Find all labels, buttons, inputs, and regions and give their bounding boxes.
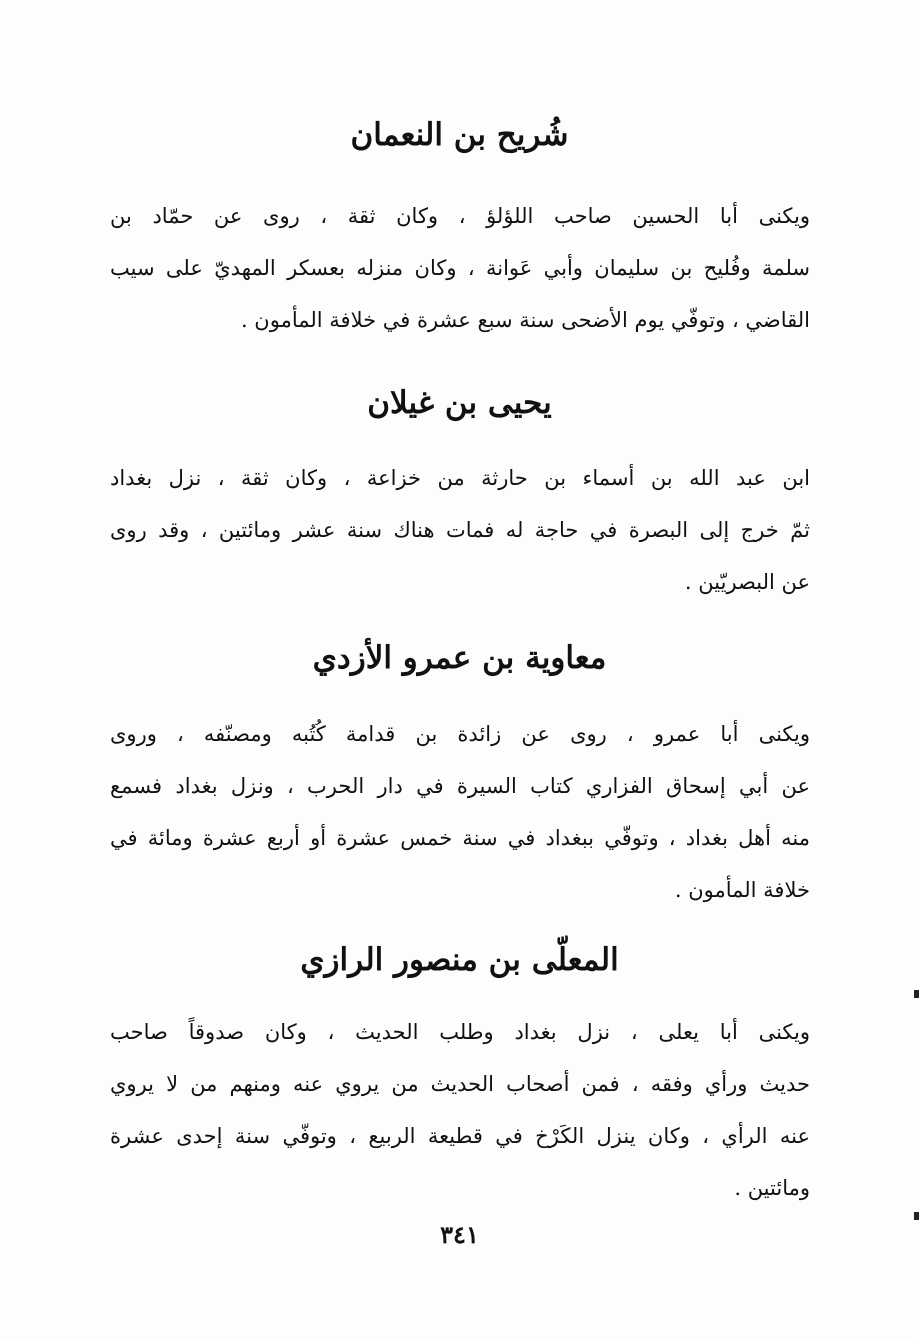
text-line: عن البصريّين . <box>684 570 810 594</box>
section-heading-shurayh: شُريح بن النعمان <box>350 117 569 153</box>
text-line: القاضي ، وتوفّي يوم الأضحى سنة سبع عشرة في خلافة المأمون . <box>240 308 810 332</box>
section-heading-mualla: المعلّى بن منصور الرازي <box>300 942 619 978</box>
page-number: ٣٤١ <box>440 1220 479 1249</box>
text-line: ومائتين . <box>734 1176 810 1200</box>
text-line: ويكنى أبا يعلى ، نزل بغداد وطلب الحديث ، وكان صدوقاً صاحب <box>110 1020 810 1044</box>
text-line: حديث ورأي وفقه ، فمن أصحاب الحديث من يروي عنه ومنهم من لا يروي <box>110 1072 810 1096</box>
text-line: منه أهل بغداد ، وتوفّي ببغداد في سنة خمس عشرة أو أربع عشرة ومائة في <box>110 826 810 850</box>
section-body-shurayh <box>110 190 810 346</box>
text-line: ابن عبد الله بن أسماء بن حارثة من خزاعة ، وكان ثقة ، نزل بغداد <box>110 466 810 490</box>
text-line: عن أبي إسحاق الفزاري كتاب السيرة في دار الحرب ، ونزل بغداد فسمع <box>110 774 810 798</box>
text-line: ويكنى أبا الحسين صاحب اللؤلؤ ، وكان ثقة ، روى عن حمّاد بن <box>110 204 810 228</box>
section-body-muawiya <box>110 708 810 916</box>
section-body-yahya <box>110 452 810 608</box>
scan-mark <box>914 990 919 998</box>
text-line: عنه الرأي ، وكان ينزل الكَرْخ في قطيعة الربيع ، وتوفّي سنة إحدى عشرة <box>110 1124 810 1148</box>
text-line: خلافة المأمون . <box>674 878 810 902</box>
section-heading-yahya: يحيى بن غيلان <box>367 385 552 421</box>
section-heading-muawiya: معاوية بن عمرو الأزدي <box>312 640 607 676</box>
scan-mark <box>914 1212 919 1220</box>
section-body-mualla <box>110 1006 810 1214</box>
text-line: ويكنى أبا عمرو ، روى عن زائدة بن قدامة كُتُبه ومصنّفه ، وروى <box>110 722 810 746</box>
text-line: سلمة وفُليح بن سليمان وأبي عَوانة ، وكان منزله بعسكر المهديّ على سيب <box>110 256 810 280</box>
text-line: ثمّ خرج إلى البصرة في حاجة له فمات هناك سنة عشر ومائتين ، وقد روى <box>110 518 810 542</box>
